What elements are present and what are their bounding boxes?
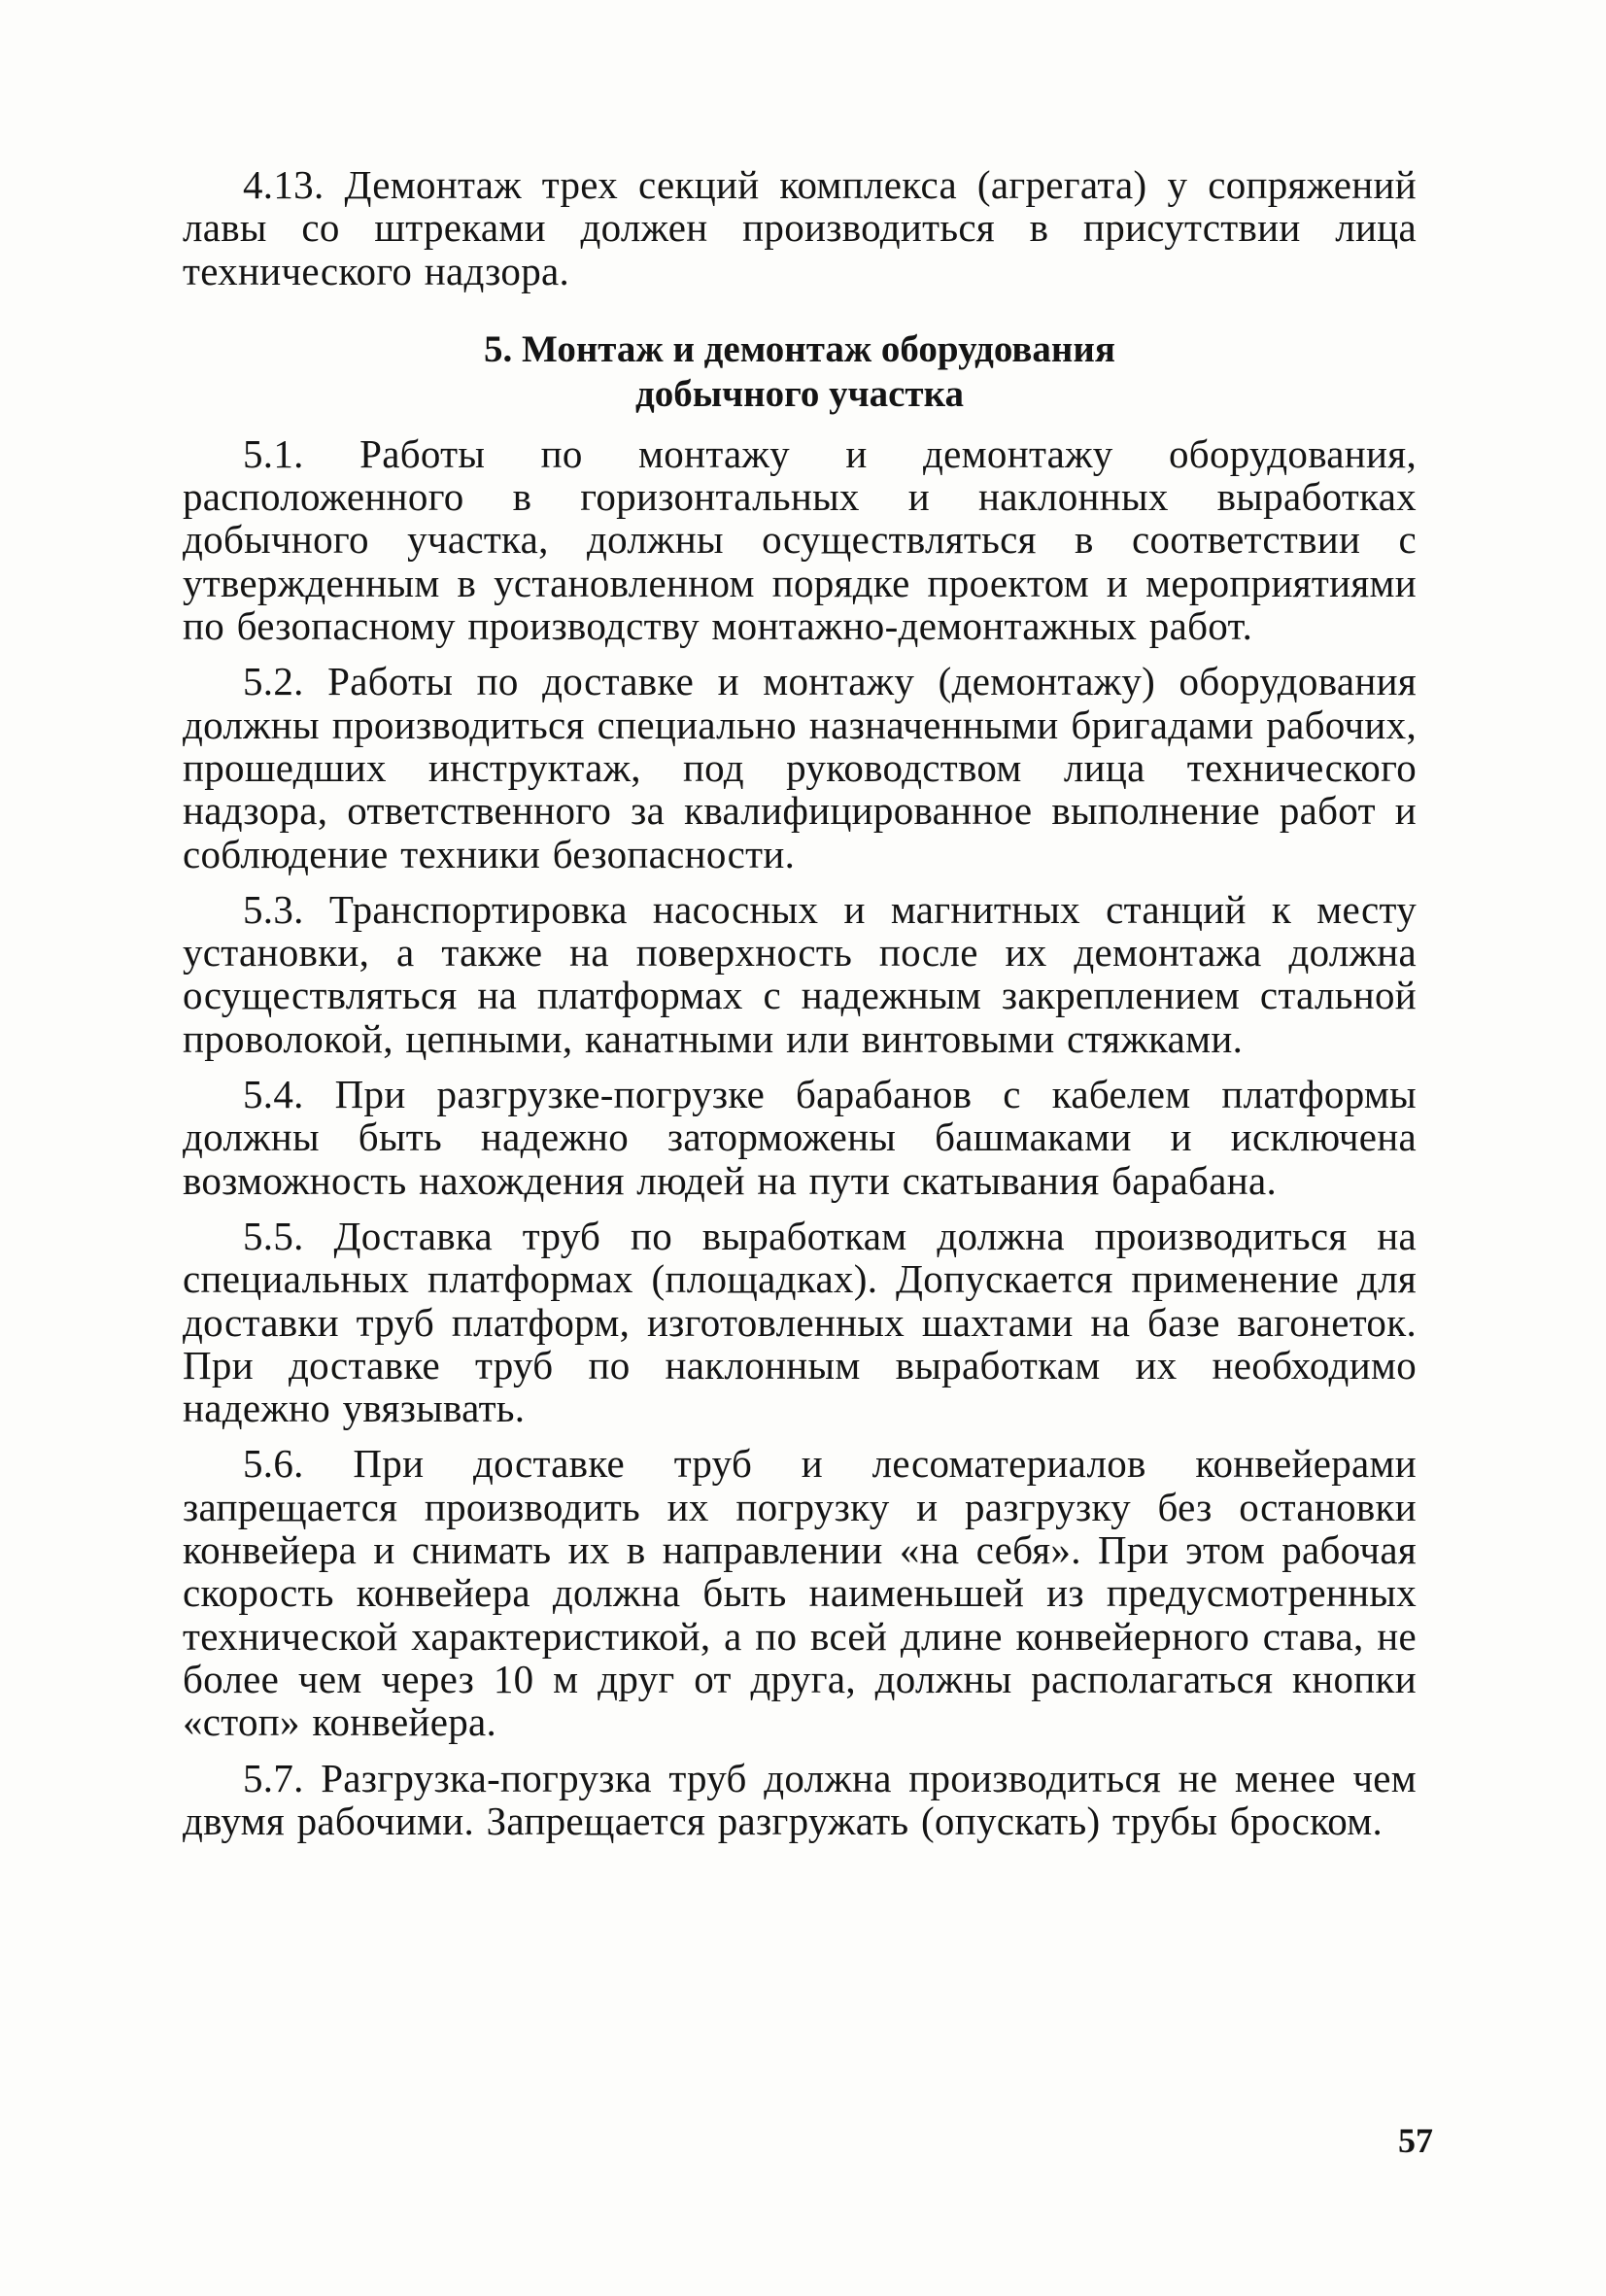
paragraph-5-6: 5.6. При доставке труб и лесоматериалов конвейерами запрещается производить их погрузку и разгрузку без остановки конвейера и снимать их в направлении «на себя». При этом рабочая скорость конвейера должна быть наименьшей из предусмотренных технической характеристикой, а по всей длине конвейерного става, не более чем через 10 м друг от друга, должны располагаться кнопки «стоп» конвейера. — [183, 1441, 1417, 1745]
paragraph-5-4: 5.4. При разгрузке-погрузке барабанов с кабелем платформы должны быть надежно заторможены башмаками и исключена возможность нахождения людей на пути скатывания барабана. — [183, 1072, 1417, 1203]
paragraph-5-7: 5.7. Разгрузка-погрузка труб должна производиться не менее чем двумя рабочими. Запрещается разгружать (опускать) трубы броском. — [183, 1755, 1417, 1843]
paragraph-5-5: 5.5. Доставка труб по выработкам должна производиться на специальных платформах (площадках). Допускается применение для доставки труб платформ, изготовленных шахтами на базе вагонеток. При доставке труб по наклонным выработкам их необходимо надежно увязывать. — [183, 1213, 1417, 1431]
section-heading-line-1: 5. Монтаж и демонтаж оборудования — [484, 327, 1115, 370]
paragraph-4-13: 4.13. Демонтаж трех секций комплекса (агрегата) у сопряжений лавы со штреками должен производиться в присутствии лица технического надзора. — [183, 162, 1417, 293]
paragraph-5-3: 5.3. Транспортировка насосных и магнитных станций к месту установки, а также на поверхность после их демонтажа должна осуществляться на платформах с надежным закреплением стальной проволокой, цепными, канатными или винтовыми стяжками. — [183, 886, 1417, 1061]
section-heading-line-2: добычного участка — [635, 372, 964, 415]
page-content — [183, 163, 1417, 1855]
paragraph-5-1: 5.1. Работы по монтажу и демонтажу оборудования, расположенного в горизонтальных и наклонных выработках добычного участка, должны осуществляться в соответствии с утвержденным в установленном порядке проектом и мероприятиями по безопасному производству монтажно-демонтажных работ. — [183, 430, 1417, 649]
section-heading — [183, 327, 1417, 417]
paragraph-5-2: 5.2. Работы по доставке и монтажу (демонтажу) оборудования должны производиться специально назначенными бригадами рабочих, прошедших инструктаж, под руководством лица технического надзора, ответственного за квалифицированное выполнение работ и соблюдение техники безопасности. — [183, 659, 1417, 876]
page-number: 57 — [1398, 2121, 1433, 2160]
